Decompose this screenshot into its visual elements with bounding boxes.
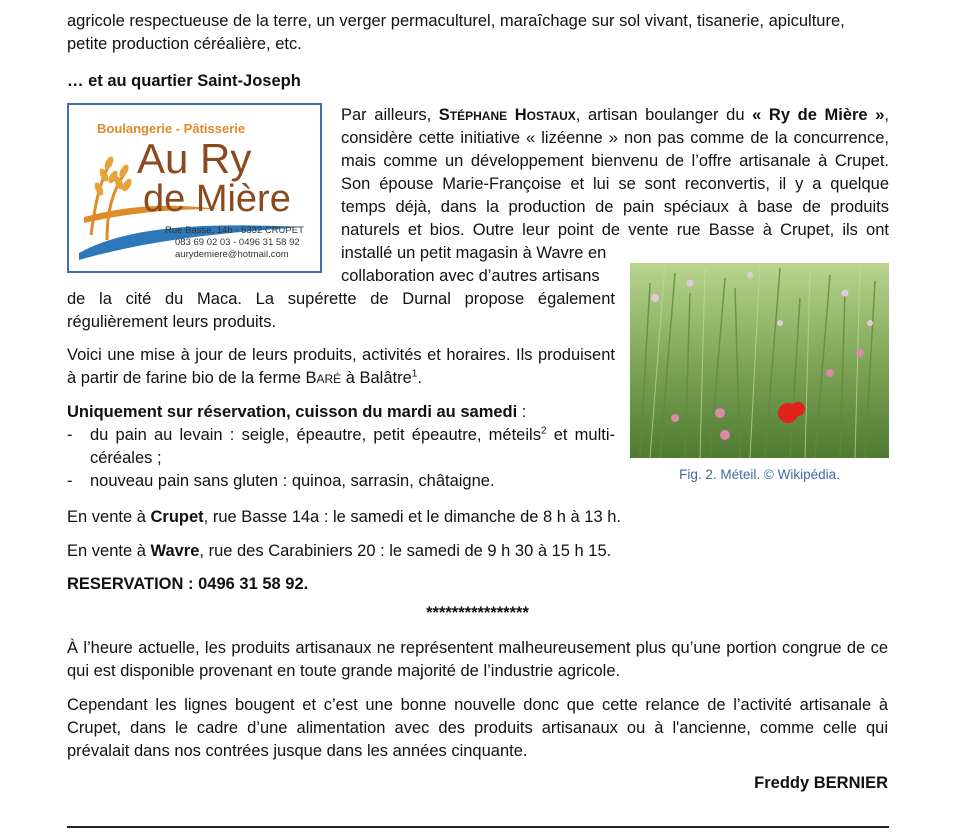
footnote-2: 2 <box>540 425 547 437</box>
field-graphic <box>630 263 889 458</box>
paragraph-1-collab: collaboration avec d’autres artisans <box>341 267 600 285</box>
logo-name-line-1: Au Ry <box>137 135 252 182</box>
list-item-1: du pain au levain : seigle, épeautre, petit épeautre, méteils$^2$ et multi-céréales ; <box>90 425 615 467</box>
footer-rule <box>67 826 889 828</box>
logo-tagline: Boulangerie - Pâtisserie <box>97 121 246 136</box>
reservation-heading: Uniquement sur réservation, cuisson du mardi au samedi : <box>67 403 527 421</box>
paragraph-2: Voici une mise à jour de leurs produits, activités et horaires. Ils produisent à partir de farine bio de la ferme Baré à Balâtre$^1$. <box>67 346 615 387</box>
intro-line-1: agricole respectueuse de la terre, un verger permaculturel, maraîchage sur sol vivant, tisanerie, apiculture, <box>67 12 845 30</box>
meteil-field-photo <box>630 263 889 458</box>
sale-wavre: En vente à Wavre, rue des Carabiniers 20 : le samedi de 9 h 30 à 15 h 15. <box>67 542 612 560</box>
list-bullet-1: - <box>67 426 73 444</box>
paragraph-1-top: Par ailleurs, Stéphane Hostaux, artisan boulanger du « Ry de Mière », considère cette initiative « lizéenne » non pas comme de la concurrence, mais comme un développement bienvenu de l’offre artisanale à Crupet. Son épouse Marie-Françoise et lui se sont reconvertis, il y a quelque temps déjà, dans la production de pain spéciaux à base de produits naturels et bios. Outre leur point de vente rue Basse à Crupet, ils ont installé un petit magasin à Wavre en <box>341 106 890 262</box>
logo-email: aurydemiere@hotmail.com <box>175 249 289 260</box>
logo-address: Rue Basse, 14b - 5332 CRUPET <box>165 225 304 236</box>
intro-line-2: petite production céréalière, etc. <box>67 35 302 53</box>
section-heading: … et au quartier Saint-Joseph <box>67 72 301 90</box>
separator: **************** <box>426 604 529 622</box>
paragraph-1-bottom: de la cité du Maca. La supérette de Durnal propose également régulièrement leurs produits. <box>67 290 615 331</box>
baker-name: Stéphane Hostaux <box>438 106 576 124</box>
farm-name: Baré <box>305 369 342 387</box>
logo-name-line-2: de Mière <box>143 178 291 220</box>
logo-graphic <box>69 105 320 271</box>
footnote-1: 1 <box>411 368 418 380</box>
bakery-logo <box>67 103 322 273</box>
logo-phones: 083 69 02 03 - 0496 31 58 92 <box>175 237 300 248</box>
intro-paragraph <box>67 10 888 56</box>
list-bullet-2: - <box>67 472 73 490</box>
bakery-name: « Ry de Mière » <box>752 106 885 124</box>
paragraph-3: À l’heure actuelle, les produits artisanaux ne représentent malheureusement plus qu’une portion congrue de ce qui est disponible provenant en toute grande majorité de l’industrie agricole. <box>67 639 888 680</box>
photo-caption: Fig. 2. Méteil. © Wikipédia. <box>679 467 840 482</box>
list-item-2: nouveau pain sans gluten : quinoa, sarrasin, châtaigne. <box>90 472 495 490</box>
paragraph-4: Cependant les lignes bougent et c’est une bonne nouvelle donc que cette relance de l’activité artisanale à Crupet, dans le cadre d’une alimentation avec des produits artisanaux ou à l'ancienne, comme celle qui prévalait dans nos contrées jusque dans les années cinquante. <box>67 696 888 760</box>
author-signature: Freddy BERNIER <box>754 774 888 792</box>
sale-crupet: En vente à Crupet, rue Basse 14a : le samedi et le dimanche de 8 h à 13 h. <box>67 508 621 526</box>
reservation-phone: RESERVATION : 0496 31 58 92. <box>67 575 309 593</box>
